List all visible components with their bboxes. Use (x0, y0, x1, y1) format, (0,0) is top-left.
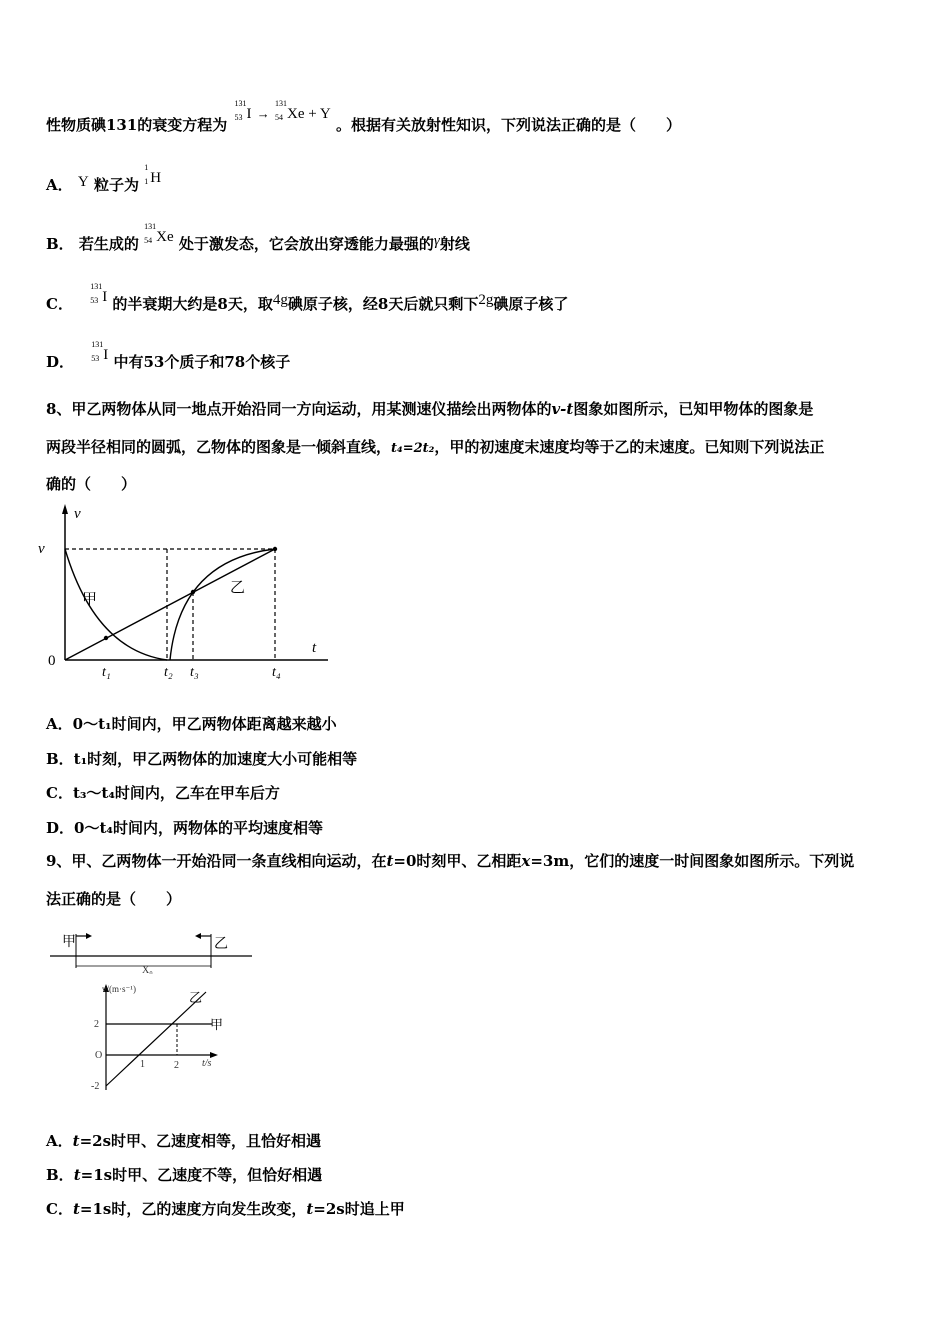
q7-stem-prefix: 性物质碘131的衰变方程为 (46, 116, 228, 134)
yi-line (106, 992, 206, 1086)
jia-curve-1 (65, 549, 167, 660)
y-tick-2: 2 (94, 1019, 99, 1030)
t-axis-label: t (312, 640, 317, 656)
v-axis-arrow (62, 504, 68, 514)
t1-label: t₁ (102, 665, 111, 680)
q7-option-a: A． Y 粒子为 1 1 H (46, 163, 162, 194)
q8-stem-line3: 确的（ ） (46, 475, 137, 493)
q7-stem (46, 99, 681, 135)
q9-option-b: B．t=1s时甲、乙速度不等，但恰好相遇 (46, 1166, 323, 1184)
q8-vt-graph (30, 500, 350, 690)
nuclide-xe131: 131 54 Xe (144, 222, 174, 245)
nuclide-i131: 131 53 I (91, 340, 109, 363)
jia-label: 甲 (210, 1017, 224, 1032)
jia-label: 甲 (62, 935, 76, 950)
t4-label: t₄ (272, 665, 281, 680)
t1-point (104, 636, 108, 640)
x0-label: X₀ (142, 965, 153, 974)
q8-option-c: C．t₃～t₄时间内，乙车在甲车后方 (46, 784, 280, 802)
v-tick-label: v (38, 541, 45, 557)
yi-label: 乙 (214, 937, 228, 952)
yi-label: 乙 (189, 990, 203, 1005)
nuclide-xe131: 131 54 Xe + Y (275, 99, 331, 122)
origin-label: 0 (48, 653, 56, 669)
q7-option-b: B． 若生成的 131 54 Xe 处于激发态，它会放出穿透能力最强的γ射线 (46, 222, 470, 253)
reaction-arrow: → (256, 106, 270, 121)
q7-option-d: D． 131 53 I 中有53个质子和78个核子 (46, 340, 291, 371)
q8-stem-line1: 8、甲乙两物体从同一地点开始沿同一方向运动，用某测速仪描绘出两物体的v-t图象如图所示，已知甲物体的图象是 (46, 400, 814, 418)
q8-option-d: D．0～t₄时间内，两物体的平均速度相等 (46, 819, 323, 837)
q8-option-a: A．0～t₁时间内，甲乙两物体距离越来越小 (46, 715, 337, 733)
x-tick-2: 2 (174, 1060, 179, 1071)
nuclide-h1: 1 1 H (144, 163, 162, 186)
t3-point (191, 590, 195, 594)
jia-label: 甲 (82, 592, 98, 608)
q8-option-b: B．t₁时刻，甲乙两物体的加速度大小可能相等 (46, 750, 358, 768)
nuclide-i131: 131 53 I (234, 99, 252, 122)
v-axis-label: v (74, 506, 81, 522)
x-tick-1: 1 (140, 1059, 145, 1070)
q9-option-a: A．t=2s时甲、乙速度相等，且恰好相遇 (46, 1132, 322, 1150)
t2-label: t₂ (164, 665, 173, 680)
q9-vt-graph (86, 980, 236, 1100)
v-axis-label: v/(m·s⁻¹) (102, 984, 136, 994)
q9-stem-line1: 9、甲、乙两物体一开始沿同一条直线相向运动，在t=0时刻甲、乙相距x=3m，它们的速度一时间图象如图所示。下列说 (46, 852, 855, 870)
t-axis-label: t/s (202, 1058, 212, 1069)
q7-stem-suffix: 。根据有关放射性知识，下列说法正确的是（ ） (335, 116, 681, 134)
q9-option-c: C．t=1s时，乙的速度方向发生改变，t=2s时追上甲 (46, 1200, 405, 1218)
q8-stem-line2: 两段半径相同的圆弧，乙物体的图象是一倾斜直线，t₄=2t₂，甲的初速度末速度均等于乙的末速度。已知则下列说法正 (46, 438, 825, 456)
y-tick-0: O (95, 1050, 103, 1061)
q9-stem-line2: 法正确的是（ ） (46, 890, 182, 908)
yi-label: 乙 (230, 580, 246, 596)
y-tick-neg2: -2 (91, 1081, 100, 1092)
q7-option-c: C． 131 53 I 的半衰期大约是8天，取4g碘原子核，经8天后就只剩下2g碘原子核了 (46, 282, 569, 313)
nuclide-i131: 131 53 I (90, 282, 108, 305)
t4-point (273, 547, 277, 551)
jia-curve-2 (170, 549, 275, 660)
q9-position-diagram (46, 924, 256, 974)
t3-label: t₃ (190, 665, 199, 680)
